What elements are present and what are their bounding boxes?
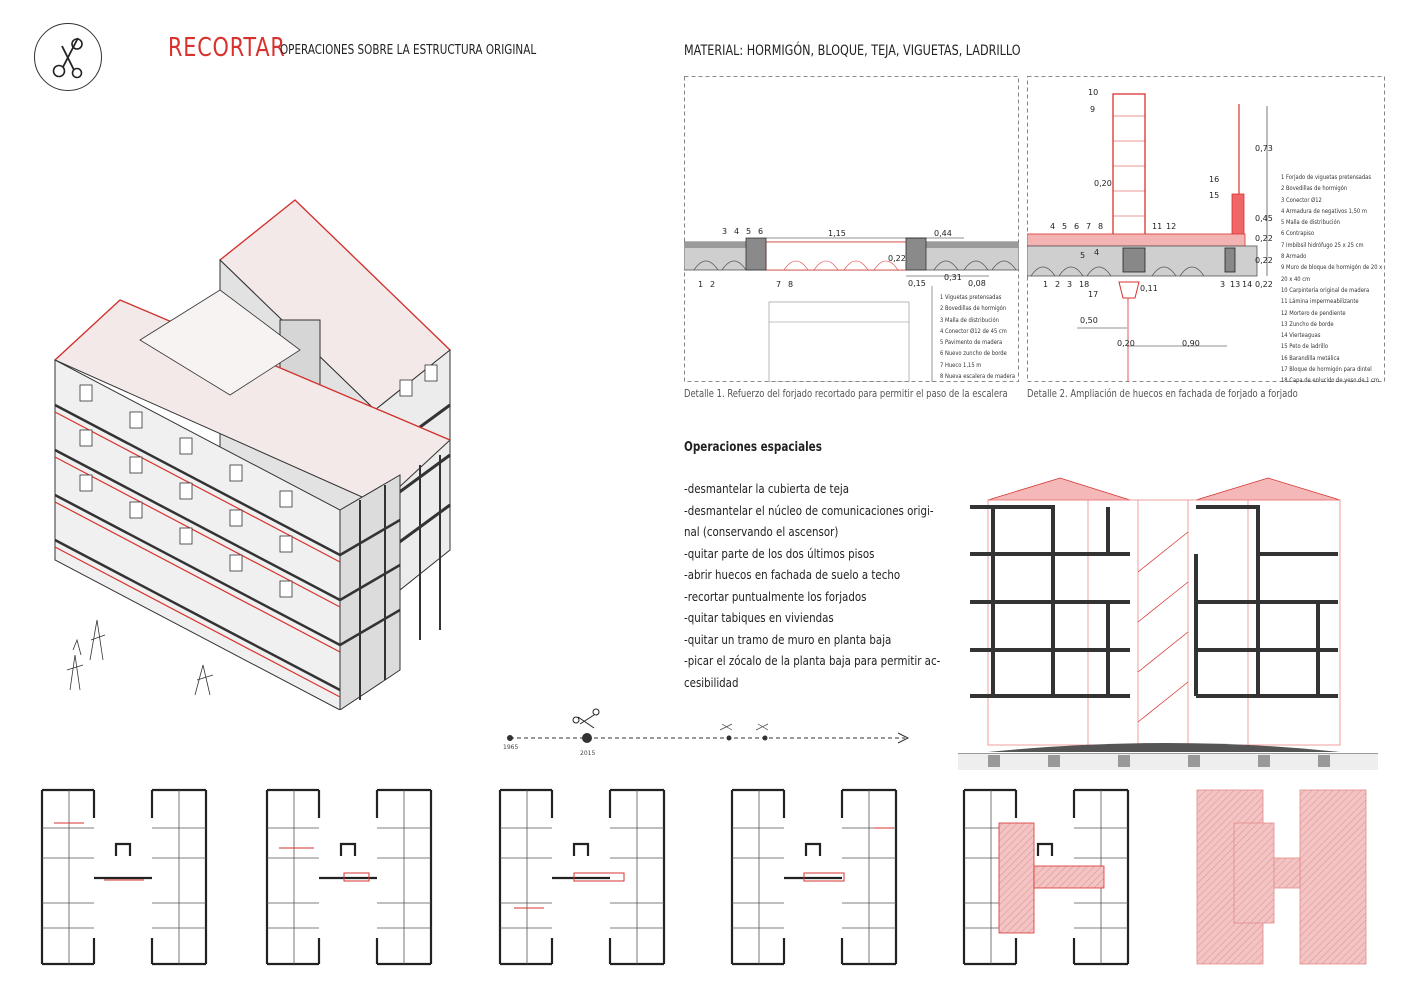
list-item: -desmantelar el núcleo de comunicaciones origi- <box>684 502 934 518</box>
d1-dim-d: 0,31 <box>944 273 962 282</box>
d1-marker-5: 5 <box>746 227 752 236</box>
d2-dim-j: 0,90 <box>1182 339 1200 348</box>
d2-marker-17: 17 <box>1088 290 1099 299</box>
list-item: -recortar puntualmente los forjados <box>684 588 867 604</box>
d2-dim-b: 0,20 <box>1094 179 1112 188</box>
timeline-year-1965: 1965 <box>503 744 519 751</box>
d2-marker-10: 10 <box>1088 88 1099 97</box>
d2-marker-9: 9 <box>1090 105 1096 114</box>
list-item: -desmantelar la cubierta de teja <box>684 481 850 496</box>
operations-list <box>684 478 941 693</box>
d2-dim-c: 0,45 <box>1255 214 1273 223</box>
d2-dim-e: 0,22 <box>1255 256 1273 265</box>
d2-dim-i: 0,20 <box>1117 339 1135 348</box>
d1-marker-4: 4 <box>734 227 740 236</box>
page-subtitle: OPERACIONES SOBRE LA ESTRUCTURA ORIGINAL <box>280 43 537 58</box>
d2-marker-16: 16 <box>1209 175 1220 184</box>
d1-dim-c: 0,22 <box>888 254 906 263</box>
d2-marker-4b: 4 <box>1094 248 1100 257</box>
d2-dim-d: 0,22 <box>1255 234 1273 243</box>
d2-marker-14: 14 <box>1242 280 1253 289</box>
material-heading: MATERIAL: HORMIGÓN, BLOQUE, TEJA, VIGUETAS, LADRILLO <box>684 43 1021 59</box>
d2-marker-4a: 4 <box>1050 222 1056 231</box>
d2-dim-a: 0,73 <box>1255 144 1273 153</box>
scissors-logo <box>34 23 102 91</box>
list-item: -picar el zócalo de la planta baja para permitir ac- <box>684 653 941 668</box>
timeline <box>500 700 920 760</box>
d2-marker-12: 12 <box>1166 222 1177 231</box>
d2-marker-5a: 5 <box>1062 222 1068 231</box>
d2-marker-5b: 5 <box>1080 251 1086 260</box>
d2-marker-7: 7 <box>1086 222 1092 231</box>
d2-marker-2: 2 <box>1055 280 1061 289</box>
list-item: -quitar parte de los dos últimos pisos <box>684 545 875 561</box>
d2-marker-11: 11 <box>1152 222 1163 231</box>
d1-dim-a: 1,15 <box>828 229 846 238</box>
page-title: RECORTAR <box>168 33 286 63</box>
detail-2-caption: Detalle 2. Ampliación de huecos en fachada de forjado a forjado <box>1027 387 1298 400</box>
operations-title: Operaciones espaciales <box>684 440 822 455</box>
d1-marker-1: 1 <box>698 280 704 289</box>
list-item: -quitar tabiques en viviendas <box>684 610 834 625</box>
d1-dim-b: 0,44 <box>934 229 952 238</box>
d2-dim-g: 0,11 <box>1140 284 1158 293</box>
tree-sketches <box>55 610 225 700</box>
d2-marker-1: 1 <box>1043 280 1049 289</box>
d1-marker-6: 6 <box>758 227 764 236</box>
list-item: cesibilidad <box>684 674 739 690</box>
d2-marker-18: 18 <box>1079 280 1090 289</box>
d2-dim-h: 0,50 <box>1080 316 1098 325</box>
d1-dim-f: 0,08 <box>968 279 986 288</box>
d1-marker-3: 3 <box>722 227 728 236</box>
list-item: nal (conservando el ascensor) <box>684 524 839 539</box>
d2-dim-f: 0,22 <box>1255 280 1273 289</box>
scissors-icon <box>573 709 599 728</box>
timeline-year-2015: 2015 <box>580 750 596 757</box>
d2-marker-3b: 3 <box>1220 280 1226 289</box>
d2-marker-8: 8 <box>1098 222 1104 231</box>
d1-marker-7: 7 <box>776 280 782 289</box>
list-item: -abrir huecos en fachada de suelo a techo <box>684 567 901 582</box>
detail-1-caption: Detalle 1. Refuerzo del forjado recortado para permitir el paso de la escalera <box>684 387 1008 400</box>
scissors-icon <box>35 24 101 90</box>
d1-marker-8: 8 <box>788 280 794 289</box>
floor-plans-row <box>34 788 1384 968</box>
building-section <box>958 472 1378 772</box>
d1-dim-e: 0,15 <box>908 279 926 288</box>
d2-marker-6: 6 <box>1074 222 1080 231</box>
d2-marker-3a: 3 <box>1067 280 1073 289</box>
detail-2-legend: 1 Forjado de viguetas pretensadas 2 Bovedillas de hormigón 3 Conector Ø12 4 Armadura de negativos 1,50 m 5 Malla de distribución 6 Contrapiso 7 Imbibsil hidrófugo 25 x 25 cm 8 Armado 9 Muro de bloque de hormigón de 20 x 20 x 40 cm 10 Carpintería original de madera 11 Lámina impermeabilizante 12 Mortero de pendiente 13 Zuncho de borde 14 Vierteaguas 15 Peto de ladrillo 16 Barandilla metálica 17 Bloque de hormigón para dintel 18 Capa de enlucido de yeso de 1 cm <box>1281 173 1383 385</box>
detail-1-legend: 1 Viguetas pretensadas 2 Bovedillas de hormigón 3 Malla de distribución 4 Conector Ø12 de 45 cm 5 Pavimento de madera 6 Nuevo zuncho de borde 7 Hueco 1,15 m 8 Nueva escalera de madera <box>940 293 1016 381</box>
d2-marker-13: 13 <box>1230 280 1241 289</box>
d1-marker-2: 2 <box>710 280 716 289</box>
d2-marker-15: 15 <box>1209 191 1220 200</box>
list-item: -quitar un tramo de muro en planta baja <box>684 631 892 647</box>
